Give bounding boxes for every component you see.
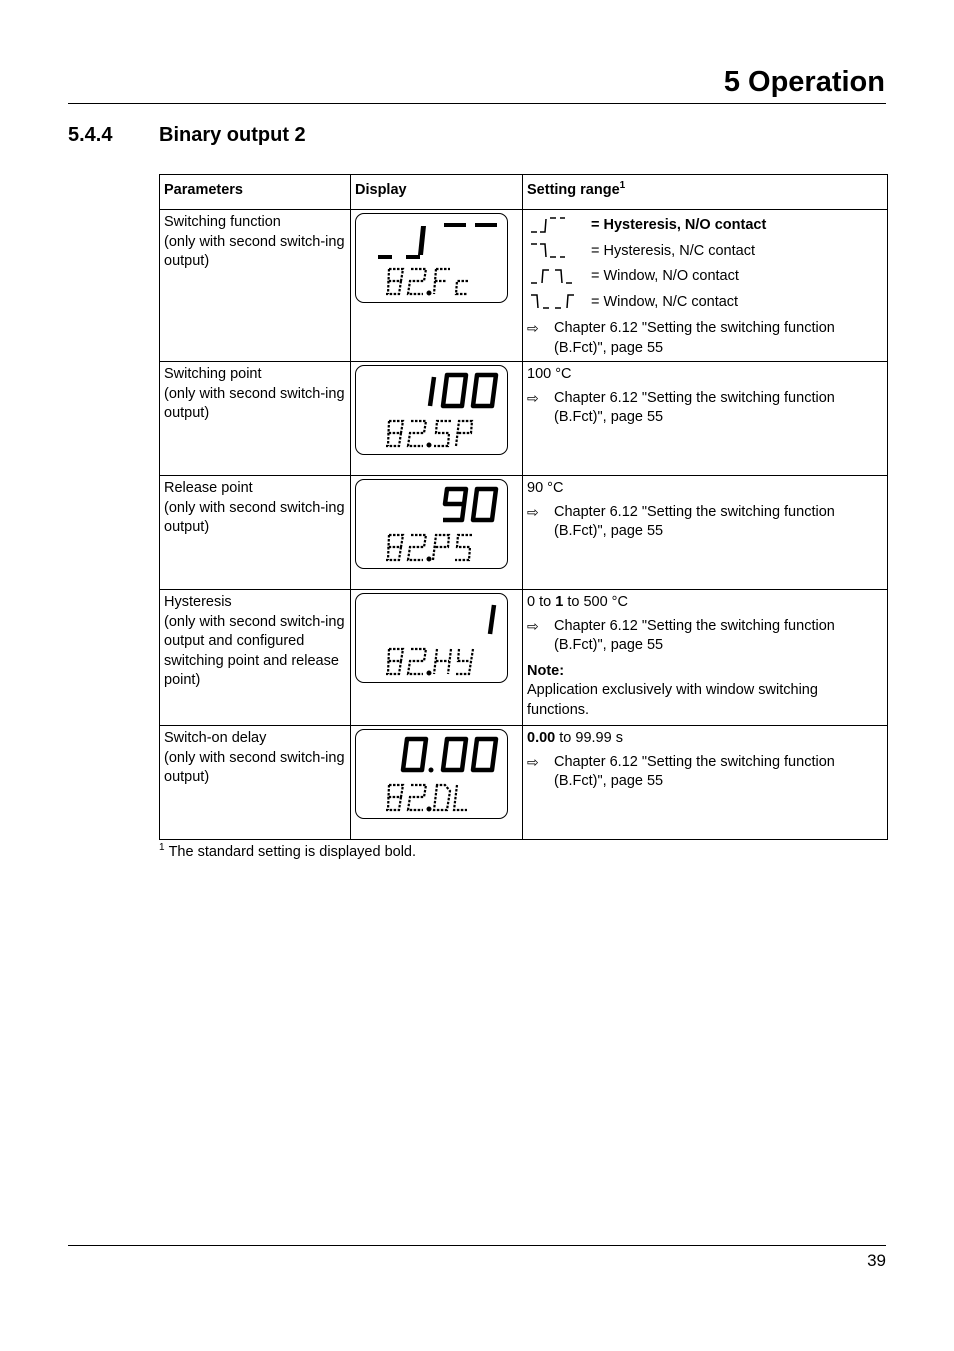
lcd-segments-icon [356, 730, 509, 820]
section-number: 5.4.4 [68, 124, 113, 146]
setting-range-value: 90 °C [527, 480, 564, 496]
option-hysteresis-no [527, 213, 883, 239]
arrow-right-icon: ⇨ [527, 503, 539, 520]
option-label: = Window, N/C contact [591, 293, 739, 310]
hysteresis-no-icon [529, 216, 585, 236]
window-nc-icon [529, 292, 585, 312]
footnote-number: 1 [159, 842, 165, 853]
setting-range-cell [523, 590, 888, 726]
chapter-reference [527, 503, 883, 542]
chapter-link[interactable]: Chapter 6.12 "Setting the switching function (B.Fct)", page 55 [554, 503, 835, 539]
setting-range-value [527, 593, 883, 613]
parameter-name: Hysteresis [164, 594, 232, 610]
lcd-segments-icon [356, 366, 509, 456]
range-max: to 500 °C [563, 594, 628, 610]
lcd-segments-icon [356, 480, 509, 570]
range-min: 0 to [527, 594, 556, 610]
header-display: Display [351, 175, 523, 210]
range-default: 1 [555, 594, 564, 610]
page-number: 39 [867, 1251, 886, 1270]
table-row [160, 590, 888, 726]
chapter-reference [527, 319, 883, 358]
arrow-right-icon: ⇨ [527, 389, 539, 406]
parameter-condition: (only with second switch-ing output) [164, 749, 345, 785]
footnote-marker: 1 [619, 180, 626, 192]
footnote-text: The standard setting is displayed bold. [168, 843, 417, 860]
table-header-row [160, 175, 888, 210]
lcd-release-point-display [355, 479, 508, 569]
table-row [160, 476, 888, 590]
chapter-title: 5 Operation [723, 66, 885, 98]
setting-range-cell [523, 476, 888, 590]
parameter-name: Switch-on delay [164, 730, 267, 746]
parameter-condition: (only with second switch-ing output) [164, 233, 345, 269]
chapter-link[interactable]: Chapter 6.12 "Setting the switching function (B.Fct)", page 55 [554, 389, 835, 425]
table-row [160, 210, 888, 362]
chapter-reference [527, 753, 883, 792]
chapter-link[interactable]: Chapter 6.12 "Setting the switching function (B.Fct)", page 55 [554, 753, 835, 789]
option-label: = Window, N/O contact [591, 268, 739, 284]
parameter-cell [160, 476, 351, 590]
parameter-condition: (only with second switch-ing output and configured switching point and release point) [164, 613, 345, 688]
footnote [159, 842, 416, 860]
section-title: Binary output 2 [159, 124, 306, 146]
display-cell [351, 726, 523, 840]
display-cell [351, 362, 523, 476]
lcd-segments-icon [356, 214, 509, 304]
range-default: 0.00 [527, 730, 556, 746]
header-parameters: Parameters [160, 175, 351, 210]
header-setting-range [523, 175, 888, 210]
lcd-segments-icon [356, 594, 509, 684]
setting-range-value [527, 729, 883, 749]
header-rule [68, 103, 886, 104]
chapter-reference [527, 389, 883, 428]
window-no-icon [529, 267, 585, 287]
option-hysteresis-nc [527, 239, 883, 265]
display-cell [351, 210, 523, 362]
table-row [160, 362, 888, 476]
setting-range-cell [523, 362, 888, 476]
display-cell [351, 476, 523, 590]
parameter-cell [160, 590, 351, 726]
parameters-table [159, 174, 888, 840]
range-max: to 99.99 s [555, 730, 623, 746]
parameter-condition: (only with second switch-ing output) [164, 499, 345, 535]
arrow-right-icon: ⇨ [527, 320, 539, 336]
section-heading [68, 124, 306, 147]
chapter-link[interactable]: Chapter 6.12 "Setting the switching function (B.Fct)", page 55 [554, 617, 835, 653]
option-label: = Hysteresis, N/O contact [591, 217, 767, 233]
arrow-right-icon: ⇨ [527, 753, 539, 770]
chapter-reference [527, 617, 883, 656]
parameter-cell [160, 726, 351, 840]
lcd-switching-point-display [355, 365, 508, 455]
option-window-no [527, 264, 883, 290]
chapter-link[interactable]: Chapter 6.12 "Setting the switching function (B.Fct)", page 55 [554, 320, 835, 356]
parameter-condition: (only with second switch-ing output) [164, 385, 345, 421]
setting-range-cell [523, 210, 888, 362]
header-setting-range-label: Setting range [527, 182, 620, 198]
parameter-name: Switching point [164, 366, 262, 382]
parameter-cell [160, 362, 351, 476]
table-row [160, 726, 888, 840]
option-window-nc [527, 290, 883, 316]
lcd-hysteresis-display [355, 593, 508, 683]
parameter-name: Switching function [164, 214, 281, 230]
setting-range-value: 100 °C [527, 366, 572, 382]
option-label: = Hysteresis, N/C contact [591, 242, 755, 259]
note-heading: Note: [527, 662, 565, 679]
lcd-switch-on-delay-display [355, 729, 508, 819]
footer-rule [68, 1245, 886, 1246]
parameter-cell [160, 210, 351, 362]
note-text: Application exclusively with window switching functions. [527, 682, 818, 718]
display-cell [351, 590, 523, 726]
arrow-right-icon: ⇨ [527, 617, 539, 634]
lcd-switching-function-display [355, 213, 508, 303]
hysteresis-nc-icon [529, 241, 585, 261]
setting-range-cell [523, 726, 888, 840]
parameter-name: Release point [164, 480, 253, 496]
